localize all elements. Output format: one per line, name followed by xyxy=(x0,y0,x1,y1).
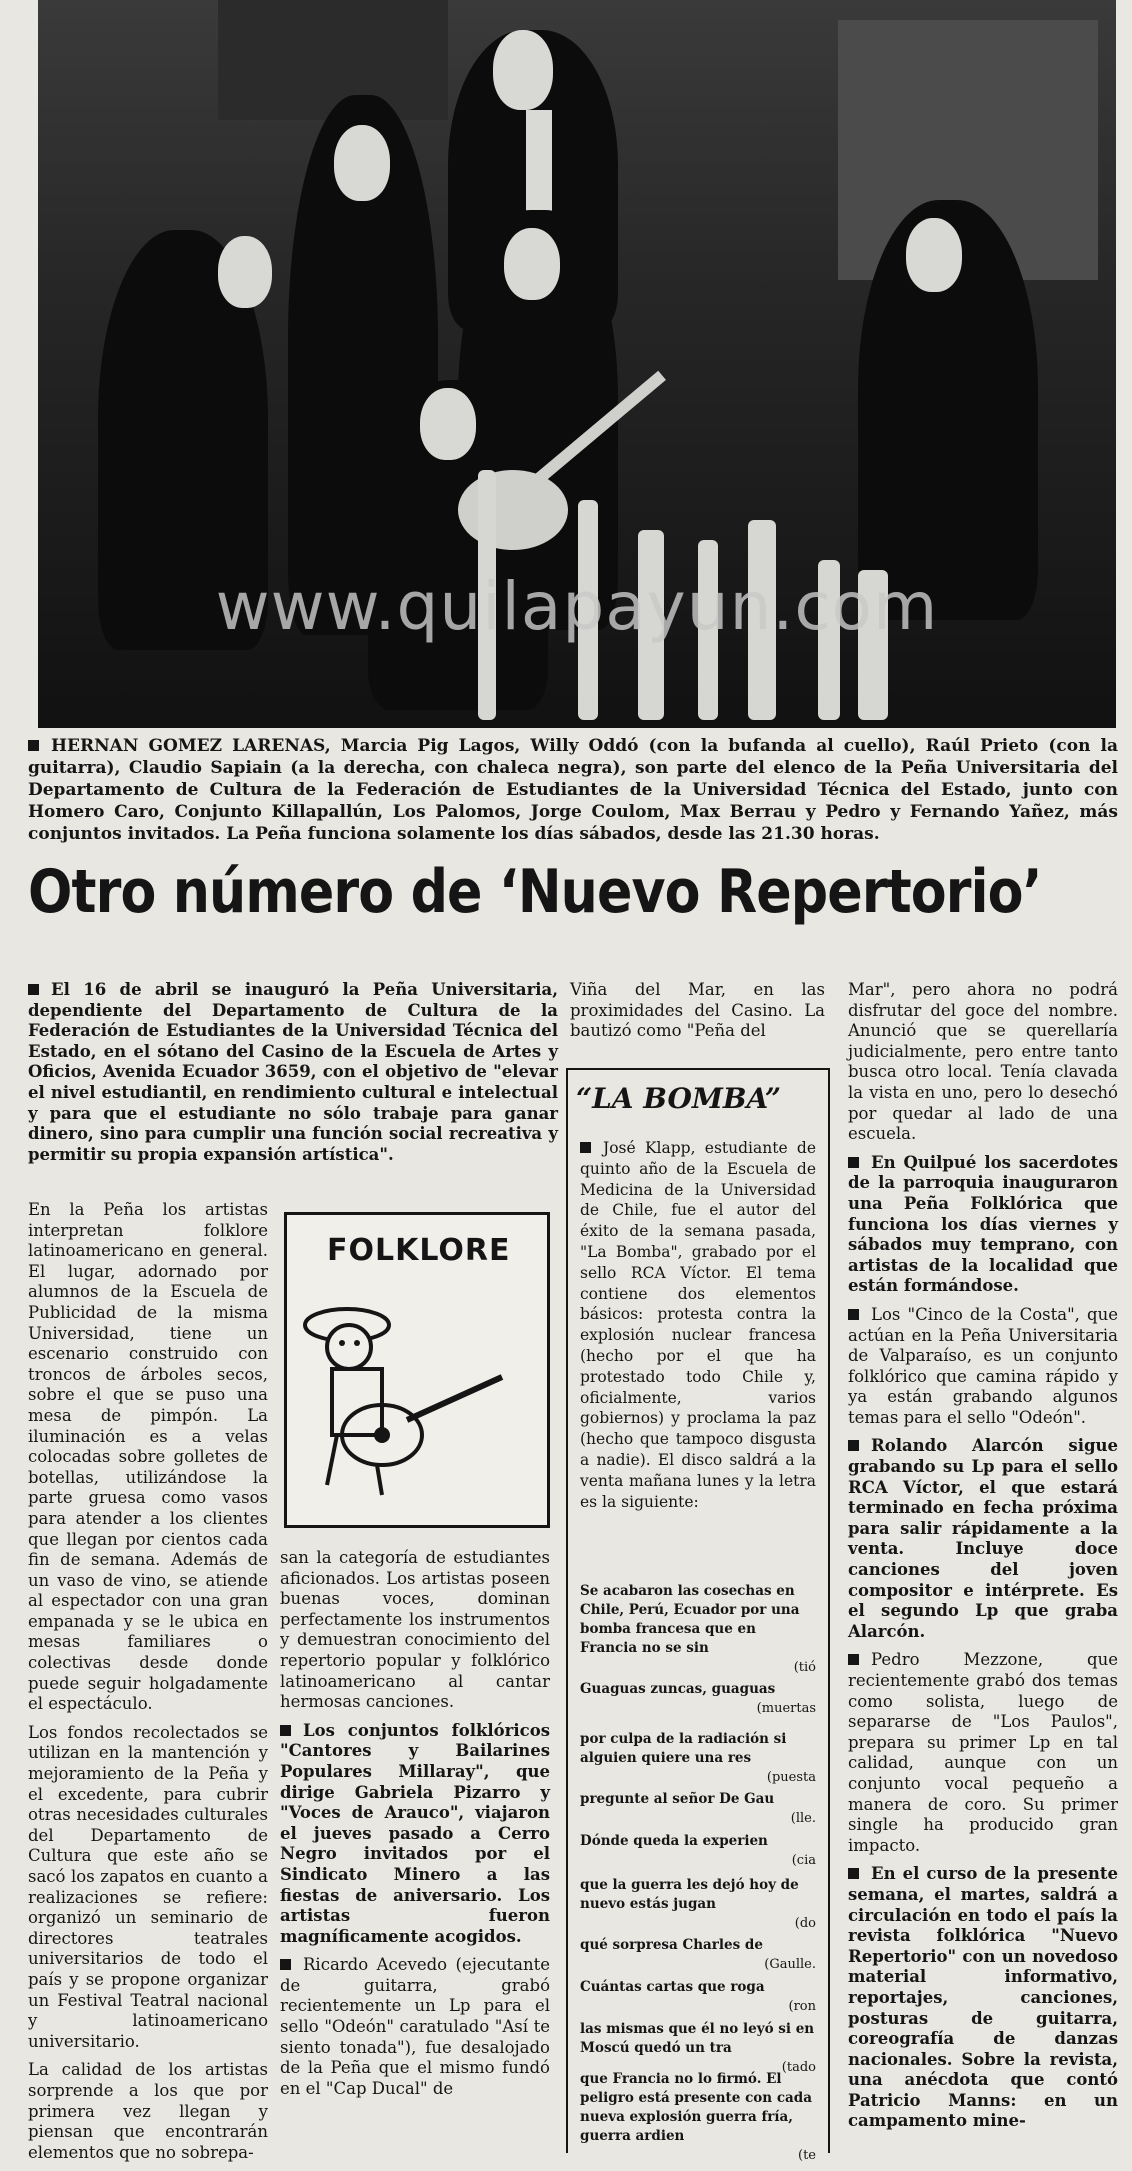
paragraph xyxy=(848,1650,1118,1856)
bullet-square-icon xyxy=(280,1959,291,1970)
article-intro xyxy=(28,980,558,1165)
lyric-line xyxy=(580,1790,816,1828)
person-face xyxy=(218,236,272,308)
paragraph: En la Peña los artistas interpretan folklore latinoamericano en general. El lugar, adornado por alumnos de la Escuela de Publicidad de la misma Universidad, tiene un escenario construido con troncos de árboles secos, sobre el que se puso una mesa de pimpón. La iluminación es a velas colocadas sobre golletes de botellas, utilizándose la parte gruesa como vasos para atender a los clientes que llegan por cientos cada fin de semana. Además de un vaso de vino, se atiende al espectador con una gran empanada y se le ubica en mesas familiares o colectivas desde donde puede seguir holgadamente el espectáculo. xyxy=(28,1200,268,1714)
lyric-line xyxy=(580,1936,816,1974)
lyric-text: Guaguas zuncas, guaguas xyxy=(580,1681,776,1697)
paragraph-text: Los conjuntos folklóricos "Cantores y Bailarines Populares Millaray", que dirige Gabriela Pizarro y "Voces de Arauco", viajaron el jueves pasado a Cerro Negro invitados por el Sindicato Minero a las fiestas de aniversario. Los artistas fueron magníficamente acogidos. xyxy=(280,1720,550,1946)
lyric-text: Se acabaron las cosechas en Chile, Perú, Ecuador por una bomba francesa que en Francia no se sin xyxy=(580,1583,800,1656)
column-3-top: Viña del Mar, en las proximidades del Casino. La bautizó como "Peña del xyxy=(570,980,825,1041)
person-face xyxy=(504,228,560,300)
column-2 xyxy=(280,1548,550,2107)
folklore-label: FOLKLORE xyxy=(327,1233,511,1268)
lyric-text: pregunte al señor De Gau xyxy=(580,1791,775,1807)
scarf xyxy=(526,110,552,220)
paragraph: san la categoría de estudiantes aficionados. Los artistas poseen buenas voces, dominan perfectamente los instrumentos y demuestran conocimiento del repertorio popular y folklórico latinoamericano al cantar hermosas canciones. xyxy=(280,1548,550,1712)
lyric-continuation: (lle. xyxy=(790,1811,816,1826)
lyric-continuation: (puesta xyxy=(766,1770,816,1785)
paragraph xyxy=(848,1305,1118,1429)
bullet-square-icon xyxy=(580,1142,591,1153)
lyric-text: Cuántas cartas que roga xyxy=(580,1979,765,1995)
lyric-text: qué sorpresa Charles de xyxy=(580,1937,763,1953)
la-bomba-title: “LA BOMBA” xyxy=(576,1082,782,1115)
article-headline: Otro número de ‘Nuevo Repertorio’ xyxy=(28,857,1042,927)
lyric-line xyxy=(580,1582,816,1677)
lyric-line xyxy=(580,1832,816,1870)
lyric-text: por culpa de la radiación si alguien quiere una res xyxy=(580,1731,787,1766)
paragraph-text: Pedro Mezzone, que recientemente grabó dos temas como solista, luego de separarse de "Los Paulos", prepara su primer Lp en tal calidad, aunque con un conjunto vocal pequeño a manera de coro. Su primer single ha producido gran impacto. xyxy=(848,1650,1118,1855)
lyric-line xyxy=(580,1876,816,1933)
bullet-square-icon xyxy=(28,984,39,995)
lyric-line xyxy=(580,1680,816,1718)
lyric-text: que Francia no lo firmó. El peligro está presente con cada nueva explosión guerra fría, guerra ardien xyxy=(580,2071,812,2144)
photo-caption xyxy=(28,735,1118,845)
bullet-square-icon xyxy=(280,1725,291,1736)
lyric-continuation: (ron xyxy=(788,1999,816,2014)
lyric-continuation: (tado xyxy=(781,2060,816,2075)
paragraph: Los fondos recolectados se utilizan en la mantención y mejoramiento de la Peña y el excedente, para cubrir otras necesidades culturales del Departamento de Cultura que este año se sacó los zapatos en cuanto a realizaciones se refiere: organizó un seminario de directores teatrales universitarios de todo el país y se propone organizar un Festival Teatral nacional y latinoamericano universitario. xyxy=(28,1722,268,2051)
intro-text: El 16 de abril se inauguró la Peña Universitaria, dependiente del Departamento de Cultura de la Federación de Estudiantes de la Universidad Técnica del Estado, en el sótano del Casino de la Escuela de Artes y Oficios, Avenida Ecuador 3659, con el objetivo de "elevar el nivel estudiantil, en rendimiento cultural e intelectual y para que el estudiante no sólo trabaje para ganar dinero, sino para cumplir una función social recreativa y permitir su propia expansión artística". xyxy=(28,980,558,1164)
la-bomba-text xyxy=(580,1138,816,1512)
person-face xyxy=(493,30,553,110)
lyric-text: que la guerra les dejó hoy de nuevo estás jugan xyxy=(580,1877,799,1912)
column-1 xyxy=(28,1200,268,2171)
lyric-text: Dónde queda la experien xyxy=(580,1833,768,1849)
lyric-continuation: (tió xyxy=(793,1660,816,1675)
bullet-square-icon xyxy=(848,1157,859,1168)
paragraph: La calidad de los artistas sorprende a los que por primera vez llegan y piensan que encontrarán elementos que no sobrepa- xyxy=(28,2060,268,2162)
lyric-line xyxy=(580,1730,816,1787)
lyric-line xyxy=(580,2020,816,2077)
paragraph-text: Rolando Alarcón sigue grabando su Lp para el sello RCA Víctor, el que estará terminado en fecha próxima para salir rápidamente a la venta. Incluye doce canciones del joven compositor e intérprete. Es el segundo Lp que graba Alarcón. xyxy=(848,1436,1118,1641)
lyric-continuation: (te xyxy=(798,2148,816,2163)
paragraph xyxy=(848,1436,1118,1642)
caption-text: HERNAN GOMEZ LARENAS, Marcia Pig Lagos, Willy Oddó (con la bufanda al cuello), Raúl Prieto (con la guitarra), Claudio Sapiain (a la derecha, con chaleca negra), son parte del elenco de la Peña Universitaria del Departamento de Cultura de la Federación de Estudiantes de la Universidad Técnica del Estado, junto con Homero Caro, Conjunto Killapallún, Los Palomos, Jorge Coulom, Max Berrau y Pedro y Fernando Yañez, más conjuntos invitados. La Peña funciona solamente los días sábados, desde las 21.30 horas. xyxy=(28,736,1118,844)
paragraph xyxy=(848,1153,1118,1297)
bullet-square-icon xyxy=(848,1654,859,1665)
paragraph-text: En Quilpué los sacerdotes de la parroquia inauguraron una Peña Folklórica que funciona los días viernes y sábados muy temprano, con artistas de la localidad que están formándose. xyxy=(848,1152,1118,1296)
bullet-square-icon xyxy=(848,1309,859,1320)
paragraph-text: Los "Cinco de la Costa", que actúan en la Peña Universitaria de Valparaíso, es un conjunto folklórico que camina rápido y ya están grabando algunos temas para el sello "Odeón". xyxy=(848,1304,1118,1427)
group-photo xyxy=(38,0,1116,728)
bullet-square-icon xyxy=(28,740,39,751)
person-face xyxy=(906,218,962,292)
folklore-illustration xyxy=(284,1212,550,1528)
lyric-line xyxy=(580,1978,816,2016)
paragraph-text: En el curso de la presente semana, el martes, saldrá a circulación en todo el país la revista folklórica "Nuevo Repertorio" con un novedoso material informativo, reportajes, canciones, posturas de guitarra, coreografía de danzas nacionales. Sobre la revista, una anécdota que contó Patricio Manns: en un campamento mine- xyxy=(848,1864,1118,2131)
person-face xyxy=(420,388,476,460)
column-4 xyxy=(848,980,1118,2140)
watermark: www.quilapayun.com xyxy=(215,568,939,645)
lyric-continuation: (do xyxy=(794,1916,816,1931)
lyric-continuation: (cia xyxy=(791,1853,816,1868)
lyric-text: las mismas que él no leyó si en Moscú quedó un tra xyxy=(580,2021,815,2056)
la-bomba-box xyxy=(566,1068,830,2163)
paragraph-text: Ricardo Acevedo (ejecutante de guitarra, grabó recientemente un Lp para el sello "Odeón" caratulado "Así te siento tonada"), fue desalojado de la Peña que el mismo fundó en el "Cap Ducal" de xyxy=(280,1955,550,2098)
la-bomba-body: José Klapp, estudiante de quinto año de la Escuela de Medicina de la Universidad de Chile, fue el autor del éxito de la semana pasada, "La Bomba", grabado por el sello RCA Víctor. El tema contiene dos elementos básicos: protesta contra la explosión nuclear francesa (hecho por el que ha protestado todo Chile y, oficialmente, varios gobiernos) y proclama la paz (hecho que tampoco disgusta a nadie). El disco saldrá a la venta mañana lunes y la letra es la siguiente: xyxy=(580,1139,816,1511)
guitar-player-icon xyxy=(287,1285,547,1525)
person-face xyxy=(334,125,390,201)
photo-background-door xyxy=(218,0,448,120)
paragraph xyxy=(848,1864,1118,2132)
bullet-square-icon xyxy=(848,1868,859,1879)
paragraph: Mar", pero ahora no podrá disfrutar del goce del nombre. Anunció que se querellaría judicialmente, pero entre tanto busca otro local. Tenía clavada la vista en uno, pero lo desechó por quedar al lado de una escuela. xyxy=(848,980,1118,1144)
guitar-icon xyxy=(458,470,568,550)
lyric-continuation: (Gaulle. xyxy=(764,1957,816,1972)
lyric-continuation: (muertas xyxy=(756,1701,816,1716)
paragraph xyxy=(280,1721,550,1948)
bullet-square-icon xyxy=(848,1440,859,1451)
paragraph xyxy=(280,1955,550,2099)
